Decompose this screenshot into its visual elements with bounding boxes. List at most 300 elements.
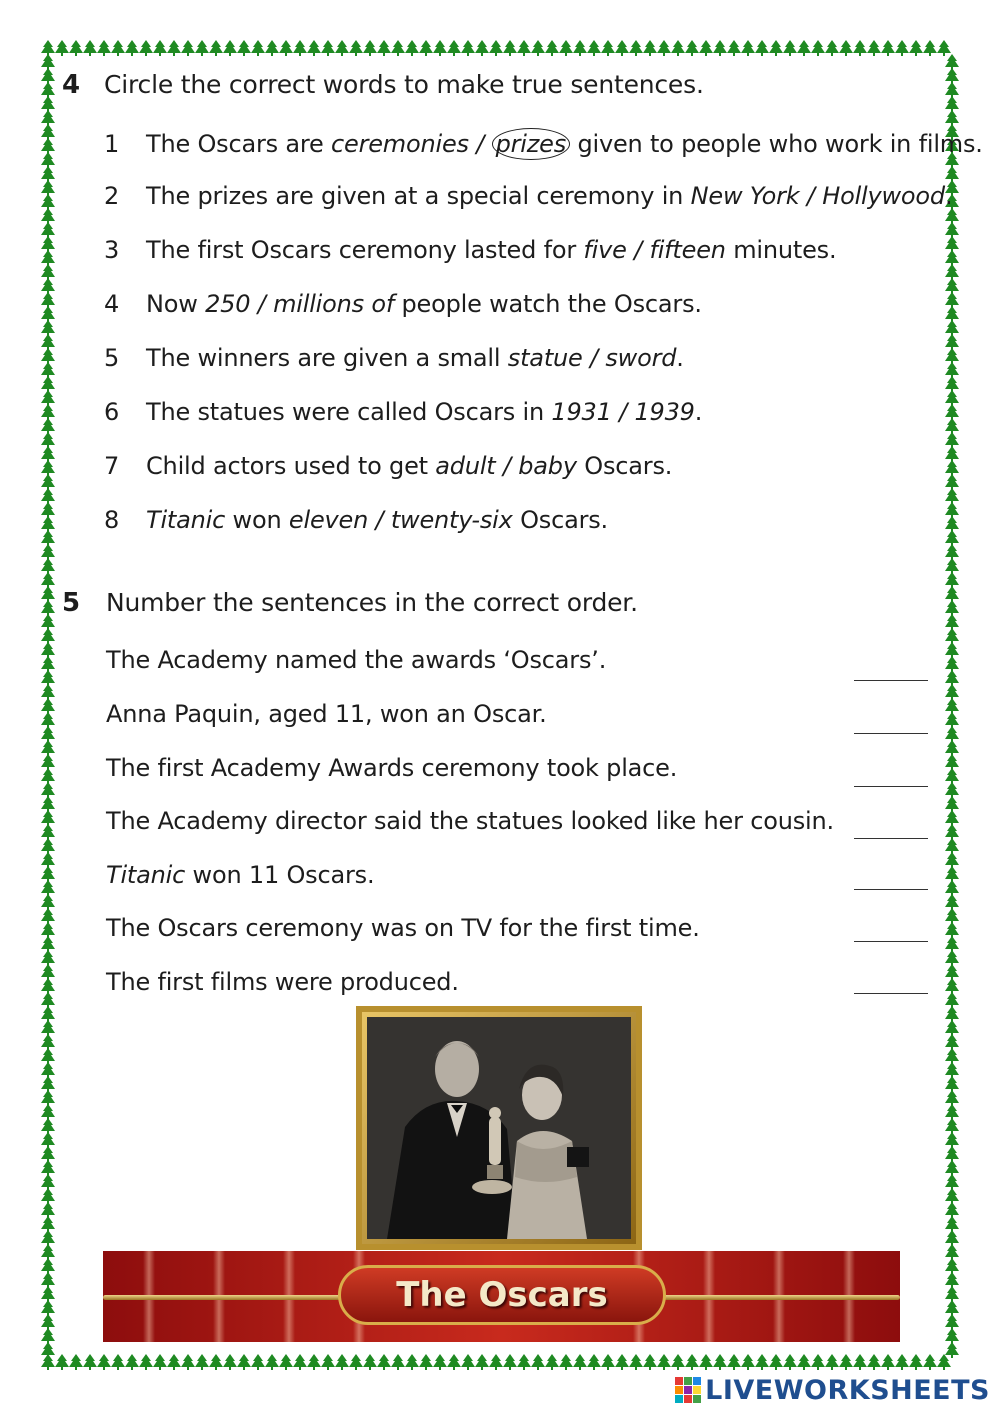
tree-border-icon [945,628,959,644]
tree-border-icon [153,40,167,56]
tree-border-icon [811,40,825,56]
tree-border-icon [945,530,959,546]
tree-border-icon [55,1354,69,1370]
banner-title-plate [338,1265,666,1325]
tree-border-icon [41,614,55,630]
exercise-5-title: Number the sentences in the correct order. [106,588,638,617]
tree-border-icon [41,460,55,476]
tree-border-icon [945,1328,959,1344]
order-answer-blank-3[interactable] [854,786,928,787]
tree-border-icon [503,1354,517,1370]
tree-border-icon [41,236,55,252]
tree-border-icon [419,40,433,56]
tree-border-icon [945,376,959,392]
tree-border-icon [41,292,55,308]
order-answer-blank-7[interactable] [854,993,928,994]
tree-border-icon [839,40,853,56]
tree-border-icon [41,1314,55,1330]
option-ceremonies[interactable]: ceremonies [331,130,469,158]
option-prizes-circled[interactable]: prizes [492,128,570,160]
order-sentence-6: The Oscars ceremony was on TV for the first time. [106,914,700,942]
tree-border-icon [279,40,293,56]
tree-border-icon [41,1174,55,1190]
tree-border-icon [41,432,55,448]
tree-border-icon [945,96,959,112]
tree-border-icon [139,1354,153,1370]
tree-border-icon [945,1244,959,1260]
tree-border-icon [945,82,959,98]
tree-border-icon [945,754,959,770]
tree-border-icon [945,222,959,238]
tree-border-icon [587,1354,601,1370]
tree-border-icon [937,1354,951,1370]
option-adult[interactable]: adult [435,452,496,480]
tree-border-icon [945,348,959,364]
tree-border-icon [41,306,55,322]
tree-border-icon [671,40,685,56]
tree-border-icon [945,418,959,434]
tree-border-icon [41,250,55,266]
tree-border-icon [945,306,959,322]
tree-border-icon [945,894,959,910]
tree-border-icon [41,82,55,98]
tree-border-icon [41,124,55,140]
tree-border-icon [945,250,959,266]
tree-border-icon [573,1354,587,1370]
tree-border-icon [41,222,55,238]
tree-border-icon [167,40,181,56]
tree-border-icon [293,40,307,56]
order-answer-blank-5[interactable] [854,889,928,890]
option-baby[interactable]: baby [518,452,577,480]
tree-border-icon [41,362,55,378]
tree-border-icon [125,1354,139,1370]
tree-border-icon [945,698,959,714]
tree-border-icon [945,166,959,182]
option-sword[interactable]: sword [605,344,677,372]
tree-border-icon [41,96,55,112]
tree-border-icon [41,1328,55,1344]
film-title-titanic: Titanic [146,506,226,534]
tree-border-icon [209,1354,223,1370]
tree-border-icon [461,40,475,56]
tree-border-icon [41,474,55,490]
tree-border-icon [945,950,959,966]
order-answer-blank-2[interactable] [854,733,928,734]
tree-border-icon [41,1188,55,1204]
tree-border-icon [223,1354,237,1370]
tree-border-icon [41,1244,55,1260]
tree-border-icon [825,1354,839,1370]
item-number: 4 [104,290,120,318]
tree-border-icon [945,656,959,672]
tree-border-icon [41,894,55,910]
tree-border-icon [41,572,55,588]
tree-border-icon [945,1160,959,1176]
tree-border-icon [41,1006,55,1022]
tree-border-icon [195,1354,209,1370]
tree-border-icon [447,40,461,56]
tree-border-icon [41,376,55,392]
tree-border-icon [41,334,55,350]
tree-border-icon [41,320,55,336]
item-number: 8 [104,506,120,534]
order-sentence-4: The Academy director said the statues looked like her cousin. [106,807,834,835]
tree-border-icon [293,1354,307,1370]
tree-border-icon [181,1354,195,1370]
tree-border-icon [41,1048,55,1064]
tree-border-icon [41,754,55,770]
tree-border-icon [769,40,783,56]
tree-border-icon [475,40,489,56]
order-answer-blank-4[interactable] [854,838,928,839]
order-answer-blank-6[interactable] [854,941,928,942]
tree-border-icon [251,40,265,56]
option-fifteen[interactable]: fifteen [649,236,726,264]
tree-border-icon [945,1314,959,1330]
tree-border-icon [41,194,55,210]
tree-border-icon [41,796,55,812]
tree-border-icon [945,474,959,490]
tree-border-icon [945,208,959,224]
tree-border-icon [945,362,959,378]
tree-border-icon [945,614,959,630]
tree-border-icon [195,40,209,56]
tree-border-icon [643,40,657,56]
tree-border-icon [41,768,55,784]
tree-border-icon [461,1354,475,1370]
tree-border-icon [391,1354,405,1370]
tree-border-icon [945,544,959,560]
tree-border-icon [279,1354,293,1370]
tree-border-icon [643,1354,657,1370]
tree-border-icon [41,68,55,84]
tree-border-icon [909,1354,923,1370]
tree-border-icon [237,40,251,56]
tree-border-icon [41,40,55,56]
tree-border-icon [945,782,959,798]
tree-border-icon [41,866,55,882]
tree-border-icon [945,586,959,602]
tree-border-icon [405,40,419,56]
tree-border-icon [937,40,951,56]
tree-border-icon [615,40,629,56]
option-hollywood[interactable]: Hollywood [822,182,945,210]
tree-border-icon [41,656,55,672]
tree-border-icon [601,40,615,56]
tree-border-icon [41,404,55,420]
tree-border-icon [945,908,959,924]
tree-border-icon [881,1354,895,1370]
tree-border-icon [41,1216,55,1232]
tree-border-icon [945,1230,959,1246]
order-sentence-3: The first Academy Awards ceremony took place. [106,754,678,782]
tree-border-icon [41,1286,55,1302]
tree-border-icon [41,1118,55,1134]
tree-border-icon [783,1354,797,1370]
tree-border-icon [307,1354,321,1370]
tree-border-icon [167,1354,181,1370]
item-number: 7 [104,452,120,480]
tree-border-icon [629,40,643,56]
tree-border-icon [797,1354,811,1370]
tree-border-icon [307,40,321,56]
tree-border-icon [945,110,959,126]
tree-border-icon [945,852,959,868]
tree-border-icon [503,40,517,56]
tree-border-icon [945,1104,959,1120]
tree-border-icon [545,1354,559,1370]
option-1939[interactable]: 1939 [634,398,695,426]
tree-border-icon [41,446,55,462]
tree-border-icon [97,40,111,56]
tree-border-icon [671,1354,685,1370]
tree-border-icon [41,390,55,406]
tree-border-icon [825,40,839,56]
tree-border-icon [41,110,55,126]
tree-border-icon [41,1076,55,1092]
tree-border-icon [727,40,741,56]
tree-border-icon [945,502,959,518]
tree-border-icon [41,1062,55,1078]
tree-border-icon [433,40,447,56]
tree-border-icon [797,40,811,56]
tree-border-icon [41,1104,55,1120]
exercise-4-item-6: 6 The statues were called Oscars in 1931 / 1939. [104,398,703,426]
tree-border-icon [945,1300,959,1316]
tree-border-icon [945,390,959,406]
tree-border-icon [945,1118,959,1134]
tree-border-icon [405,1354,419,1370]
tree-border-icon [531,40,545,56]
option-statue[interactable]: statue [507,344,583,372]
tree-border-icon [223,40,237,56]
option-millions-of[interactable]: millions of [273,290,395,318]
option-new-york[interactable]: New York [690,182,800,210]
tree-border-icon [41,1272,55,1288]
tree-border-icon [41,992,55,1008]
tree-border-icon [41,698,55,714]
tree-border-icon [41,1090,55,1106]
tree-border-icon [69,40,83,56]
tree-border-icon [945,726,959,742]
banner-right-rod [661,1295,900,1300]
tree-border-icon [573,40,587,56]
tree-border-icon [41,348,55,364]
tree-border-icon [895,40,909,56]
tree-border-icon [811,1354,825,1370]
tree-border-icon [41,628,55,644]
exercise-4-number: 4 [62,70,81,100]
tree-border-icon [945,1090,959,1106]
tree-border-icon [41,1230,55,1246]
tree-border-icon [41,824,55,840]
tree-border-icon [41,502,55,518]
tree-border-icon [419,1354,433,1370]
tree-border-icon [41,922,55,938]
item-number: 2 [104,182,120,210]
tree-border-icon [447,1354,461,1370]
option-eleven-twenty-six[interactable]: eleven / twenty-six [288,506,513,534]
tree-border-icon [657,40,671,56]
tree-border-icon [321,40,335,56]
exercise-4-item-3: 3 The first Oscars ceremony lasted for five / fifteen minutes. [104,236,837,264]
tree-border-icon [945,1286,959,1302]
tree-border-icon [945,488,959,504]
item-number: 5 [104,344,120,372]
tree-border-icon [517,1354,531,1370]
option-250[interactable]: 250 [205,290,251,318]
tree-border-icon [945,866,959,882]
tree-border-icon [945,1076,959,1092]
tree-border-icon [853,1354,867,1370]
tree-border-icon [41,264,55,280]
tree-border-icon [769,1354,783,1370]
tree-border-icon [531,1354,545,1370]
tree-border-icon [377,40,391,56]
tree-border-icon [945,992,959,1008]
option-five[interactable]: five [583,236,627,264]
tree-border-icon [945,642,959,658]
tree-border-icon [945,278,959,294]
tree-border-icon [41,488,55,504]
tree-border-icon [41,152,55,168]
tree-border-icon [945,404,959,420]
tree-border-icon [41,278,55,294]
tree-border-icon [945,880,959,896]
order-answer-blank-1[interactable] [854,680,928,681]
tree-border-icon [741,1354,755,1370]
tree-border-icon [741,40,755,56]
tree-border-icon [41,1146,55,1162]
tree-border-icon [41,880,55,896]
exercise-4-item-8: 8 Titanic won eleven / twenty-six Oscars. [104,506,608,534]
item-number: 3 [104,236,120,264]
tree-border-icon [41,684,55,700]
tree-border-icon [265,1354,279,1370]
tree-border-icon [867,1354,881,1370]
tree-border-icon [699,40,713,56]
exercise-4-item-5: 5 The winners are given a small statue / sword. [104,344,684,372]
tree-border-icon [41,54,55,70]
film-title-titanic: Titanic [106,861,186,889]
tree-border-icon [41,978,55,994]
tree-border-icon [41,964,55,980]
tree-border-icon [945,446,959,462]
tree-border-icon [139,40,153,56]
tree-border-icon [945,320,959,336]
liveworksheets-brand[interactable] [675,1374,990,1406]
tree-border-icon [391,40,405,56]
tree-border-icon [945,1048,959,1064]
tree-border-icon [433,1354,447,1370]
tree-border-icon [867,40,881,56]
tree-border-icon [945,432,959,448]
tree-border-icon [41,670,55,686]
tree-border-icon [945,824,959,840]
tree-border-icon [909,40,923,56]
tree-border-icon [335,40,349,56]
tree-border-icon [153,1354,167,1370]
tree-border-icon [727,1354,741,1370]
tree-border-icon [181,40,195,56]
tree-border-icon [41,950,55,966]
tree-border-icon [945,964,959,980]
tree-border-icon [945,1188,959,1204]
order-sentence-5: Titanic won 11 Oscars. [106,861,375,889]
tree-border-icon [41,726,55,742]
tree-border-icon [945,810,959,826]
tree-border-icon [41,418,55,434]
tree-border-icon [41,1020,55,1036]
tree-border-icon [945,516,959,532]
tree-border-icon [945,1132,959,1148]
tree-border-icon [945,936,959,952]
tree-border-icon [41,544,55,560]
tree-border-icon [755,40,769,56]
tree-border-icon [945,1216,959,1232]
tree-border-icon [41,1202,55,1218]
tree-border-icon [945,1174,959,1190]
banner-left-rod [103,1295,343,1300]
tree-border-icon [945,1202,959,1218]
tree-border-icon [41,1034,55,1050]
tree-border-icon [41,516,55,532]
tree-border-icon [41,642,55,658]
tree-border-icon [111,1354,125,1370]
tree-border-icon [41,936,55,952]
tree-border-icon [265,40,279,56]
tree-border-icon [657,1354,671,1370]
tree-border-icon [41,810,55,826]
tree-border-icon [41,600,55,616]
tree-border-icon [629,1354,643,1370]
option-1931[interactable]: 1931 [551,398,612,426]
tree-border-icon [945,264,959,280]
tree-border-icon [489,40,503,56]
exercise-4-item-4: 4 Now 250 / millions of people watch the Oscars. [104,290,702,318]
tree-border-icon [41,530,55,546]
tree-border-icon [97,1354,111,1370]
tree-border-icon [41,586,55,602]
tree-border-icon [945,572,959,588]
oscar-photo-frame [356,1006,642,1250]
tree-border-icon [945,670,959,686]
tree-border-icon [41,1160,55,1176]
tree-border-icon [251,1354,265,1370]
tree-border-icon [713,40,727,56]
oscar-photo [367,1017,631,1239]
tree-border-icon [945,236,959,252]
tree-border-icon [41,180,55,196]
tree-border-icon [945,1020,959,1036]
tree-border-icon [363,1354,377,1370]
tree-border-icon [945,600,959,616]
tree-border-icon [945,460,959,476]
tree-border-icon [237,1354,251,1370]
tree-border-icon [945,54,959,70]
tree-border-icon [923,40,937,56]
exercise-4-item-1: 1 The Oscars are ceremonies / prizes given to people who work in films. [104,130,983,158]
tree-border-icon [945,1342,959,1358]
tree-border-icon [615,1354,629,1370]
tree-border-icon [41,1300,55,1316]
tree-border-icon [475,1354,489,1370]
order-sentence-2: Anna Paquin, aged 11, won an Oscar. [106,700,547,728]
tree-border-icon [41,712,55,728]
tree-border-icon [945,334,959,350]
item-number: 1 [104,130,120,158]
